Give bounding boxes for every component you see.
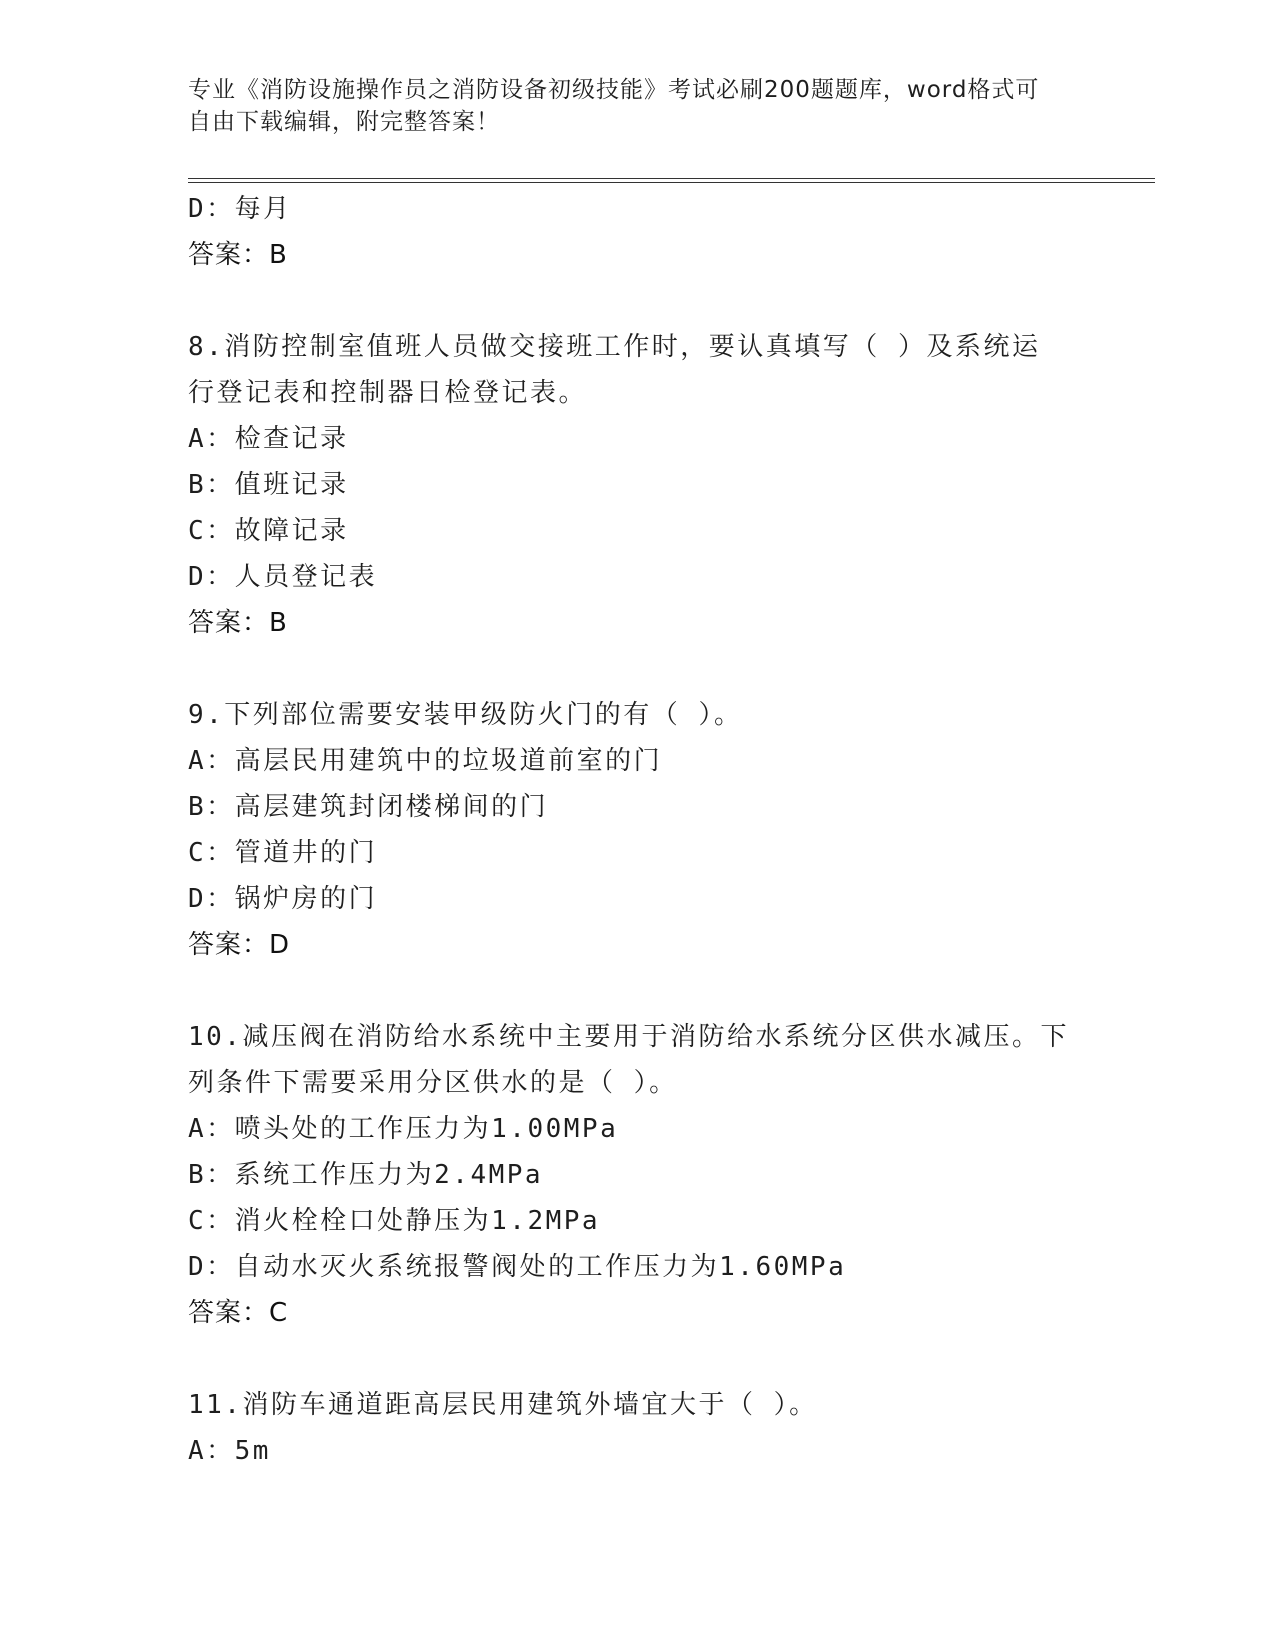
question-stem-cont: 行登记表和控制器日检登记表。 xyxy=(188,378,588,408)
option-c: C：消火栓栓口处静压为1.2MPa xyxy=(188,1206,601,1236)
document-body xyxy=(188,186,1088,1474)
option-c: C：故障记录 xyxy=(188,516,349,546)
option-d: D：自动水灭火系统报警阀处的工作压力为1.60MPa xyxy=(188,1252,847,1282)
question-stem: 10.减压阀在消防给水系统中主要用于消防给水系统分区供水减压。下 xyxy=(188,1022,1069,1052)
option-d: D：锅炉房的门 xyxy=(188,884,378,914)
question-stem-cont: 列条件下需要采用分区供水的是（ ）。 xyxy=(188,1068,678,1098)
question-10 xyxy=(188,1014,1088,1336)
spacer xyxy=(188,968,1088,1014)
spacer xyxy=(188,646,1088,692)
header-divider-top xyxy=(188,178,1155,179)
option-b: B：高层建筑封闭楼梯间的门 xyxy=(188,792,549,822)
document-header xyxy=(188,74,1068,138)
question-9 xyxy=(188,692,1088,968)
answer-line: 答案：D xyxy=(188,930,291,960)
option-c: C：管道井的门 xyxy=(188,838,378,868)
question-stem: 8.消防控制室值班人员做交接班工作时，要认真填写（ ）及系统运 xyxy=(188,332,1041,362)
option-d: D：人员登记表 xyxy=(188,562,378,592)
option-d: D：每月 xyxy=(188,194,292,224)
question-stem: 9.下列部位需要安装甲级防火门的有（ ）。 xyxy=(188,700,743,730)
option-b: B：系统工作压力为2.4MPa xyxy=(188,1160,544,1190)
question-8 xyxy=(188,324,1088,646)
header-line-2: 自由下载编辑，附完整答案！ xyxy=(188,109,500,135)
spacer xyxy=(188,278,1088,324)
option-b: B：值班记录 xyxy=(188,470,349,500)
option-a: A：5m xyxy=(188,1436,271,1466)
question-stem: 11.消防车通道距高层民用建筑外墙宜大于（ ）。 xyxy=(188,1390,818,1420)
question-11 xyxy=(188,1382,1088,1474)
option-a: A：喷头处的工作压力为1.00MPa xyxy=(188,1114,619,1144)
answer-line: 答案：B xyxy=(188,608,288,638)
header-divider-bottom xyxy=(188,182,1155,183)
option-a: A：检查记录 xyxy=(188,424,349,454)
header-line-1: 专业《消防设施操作员之消防设备初级技能》考试必刷200题题库，word格式可 xyxy=(188,77,1040,103)
spacer xyxy=(188,1336,1088,1382)
answer-line: 答案：B xyxy=(188,240,288,270)
option-a: A：高层民用建筑中的垃圾道前室的门 xyxy=(188,746,663,776)
answer-line: 答案：C xyxy=(188,1298,289,1328)
